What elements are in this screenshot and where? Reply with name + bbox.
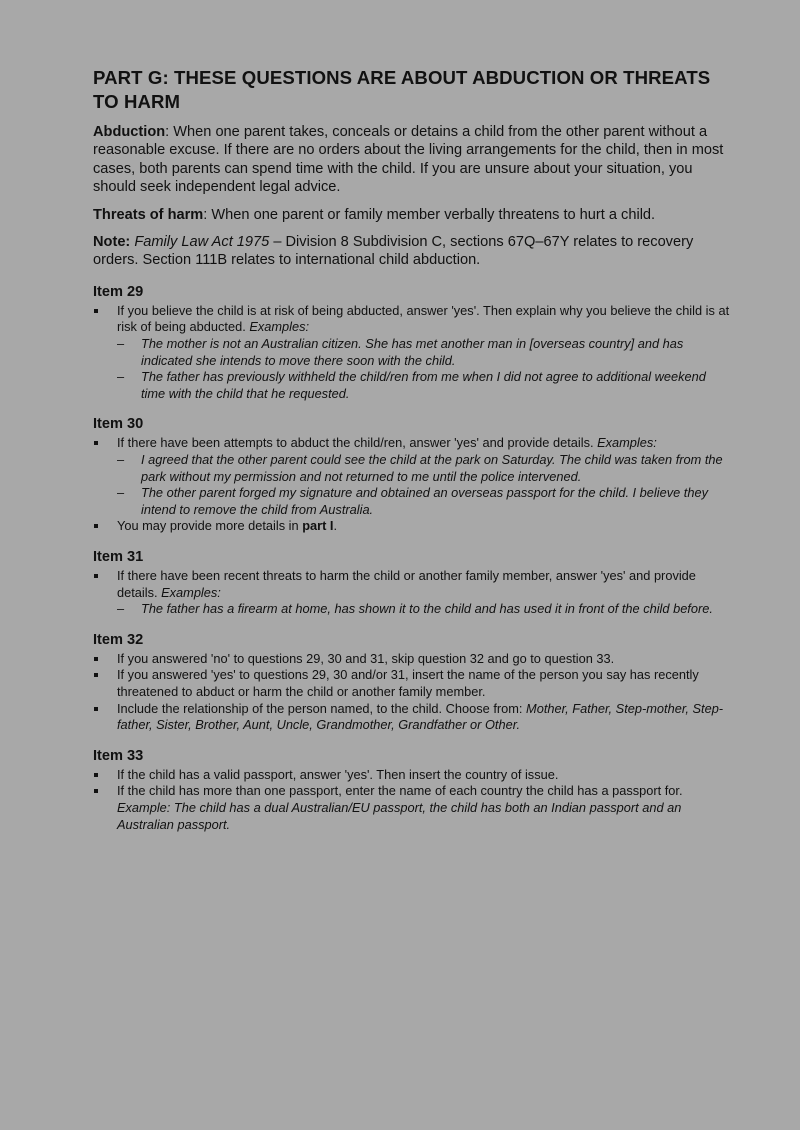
bullet-square-icon	[94, 707, 98, 711]
note-paragraph	[93, 233, 733, 270]
dash-icon: –	[117, 601, 125, 617]
abduction-definition	[93, 123, 733, 197]
page-title: PART G: THESE QUESTIONS ARE ABOUT ABDUCTION OR THREATS TO HARM	[93, 67, 711, 112]
item-31-example-1: The father has a firearm at home, has shown it to the child and has used it in front of the child before.	[141, 601, 713, 617]
bullet-square-icon	[94, 673, 98, 677]
item-31-bullet-1: If there have been recent threats to harm the child or another family member, answer 'yes' and provide details.	[117, 567, 696, 600]
item-29-bullet-1: If you believe the child is at risk of being abducted, answer 'yes'. Then explain why you believe the child is at risk of being abducted.	[117, 302, 730, 335]
item-32-list	[93, 651, 733, 734]
item-33-bullet-2: If the child has more than one passport, enter the name of each country the child has a passport for.	[117, 783, 683, 799]
item-32-bullet-3: Include the relationship of the person named, to the child. Choose from:	[117, 700, 527, 716]
list-item	[117, 601, 733, 618]
list-item	[93, 783, 733, 833]
list-item	[117, 452, 733, 485]
bullet-square-icon	[94, 789, 98, 793]
item-31-examples-label: Examples:	[161, 584, 221, 600]
item-33-bullet-1: If the child has a valid passport, answer 'yes'. Then insert the country of issue.	[117, 766, 559, 782]
list-item	[117, 336, 733, 369]
bullet-square-icon	[94, 524, 98, 528]
note-text: – Division 8 Subdivision C, sections 67Q–67Y relates to recovery orders. Section 111B relates to international child abduction.	[93, 234, 694, 269]
item-32-heading: Item 32	[93, 631, 144, 648]
item-29-example-1: The mother is not an Australian citizen. She has met another man in [overseas country] and has indicated she intends to move there soon with the child.	[141, 336, 684, 368]
item-30-example-2: The other parent forged my signature and obtained an overseas passport for the child. I believe they intend to remove the child from Australia.	[141, 485, 708, 517]
bullet-square-icon	[94, 574, 98, 578]
list-item	[93, 435, 733, 518]
item-31-list	[93, 568, 733, 618]
item-30-list	[93, 435, 733, 535]
item-30-example-1: I agreed that the other parent could see the child at the park on Saturday. The child was taken from the park without my permission and not returned to me until the police intervened.	[141, 452, 723, 484]
item-29-examples	[117, 336, 733, 402]
dash-icon: –	[117, 369, 125, 385]
item-30-bullet-2-end: .	[333, 518, 338, 534]
item-29-list	[93, 303, 733, 403]
threats-text: : When one parent or family member verbally threatens to hurt a child.	[203, 206, 656, 223]
list-item	[93, 518, 733, 535]
item-30-bullet-1: If there have been attempts to abduct the child/ren, answer 'yes' and provide details.	[117, 435, 598, 451]
threats-term: Threats of harm	[93, 206, 204, 223]
item-32-bullet-2: If you answered 'yes' to questions 29, 30 and/or 31, insert the name of the person you say has recently threatened to abduct or harm the child or another family member.	[117, 667, 699, 699]
bullet-square-icon	[94, 309, 98, 313]
item-33-heading: Item 33	[93, 747, 144, 764]
item-30-examples-label: Examples:	[597, 435, 657, 451]
item-31-heading: Item 31	[93, 548, 144, 565]
item-31-examples	[117, 601, 733, 618]
abduction-text: : When one parent takes, conceals or detains a child from the other parent without a reasonable excuse. If there are no orders about the living arrangements for the child, then in most cases, both parents can spend time with the child. If you are unsure about your situation, you should seek independent legal advice.	[93, 124, 724, 196]
item-29-examples-label: Examples:	[249, 319, 310, 335]
list-item	[117, 369, 733, 402]
dash-icon: –	[117, 452, 125, 467]
list-item	[93, 651, 733, 668]
bullet-square-icon	[94, 657, 98, 661]
bullet-square-icon	[94, 441, 98, 445]
item-30-heading: Item 30	[93, 416, 144, 433]
list-item	[93, 667, 733, 700]
item-32-relationship-options: Mother, Father, Step-mother, Step-father, Sister, Brother, Aunt, Uncle, Grandmother, Grandfather or Other.	[117, 700, 724, 733]
list-item	[93, 303, 733, 403]
list-item	[93, 767, 733, 784]
item-29-heading: Item 29	[93, 283, 144, 300]
item-33-list	[93, 767, 733, 833]
item-29-example-2: The father has previously withheld the child/ren from me when I did not agree to additional weekend time with the child that he requested.	[141, 369, 706, 401]
threats-definition	[93, 206, 733, 224]
item-30-part-ref: part I	[302, 518, 334, 534]
list-item	[93, 568, 733, 618]
note-act: Family Law Act 1975	[134, 234, 270, 251]
item-30-bullet-2: You may provide more details in	[117, 518, 303, 534]
note-label: Note:	[93, 234, 131, 251]
item-33-example: Example: The child has a dual Australian/EU passport, the child has both an Indian passport and an Australian passport.	[117, 799, 682, 832]
list-item	[93, 701, 733, 734]
document-page	[93, 66, 733, 833]
abduction-term: Abduction	[93, 124, 166, 140]
item-30-examples	[117, 452, 733, 518]
item-32-bullet-1: If you answered 'no' to questions 29, 30 and 31, skip question 32 and go to question 33.	[117, 650, 615, 666]
bullet-square-icon	[94, 773, 98, 777]
dash-icon: –	[117, 485, 125, 501]
dash-icon: –	[117, 336, 125, 352]
list-item	[117, 485, 733, 518]
